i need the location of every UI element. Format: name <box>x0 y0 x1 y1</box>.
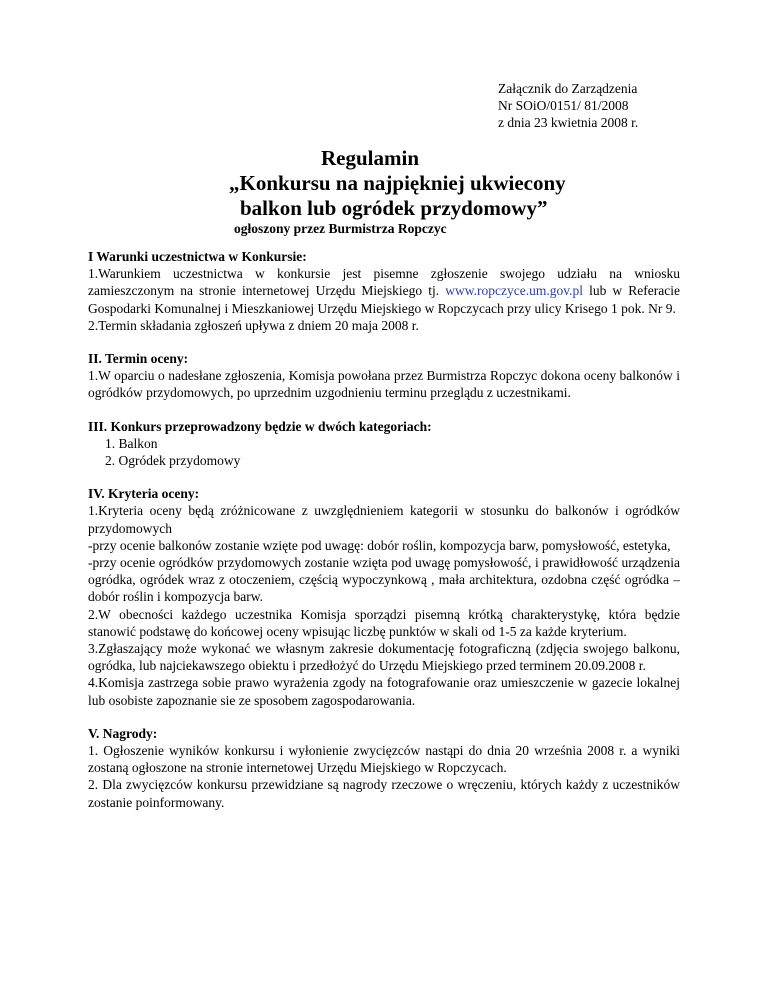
paragraph: 2. Dla zwycięzców konkursu przewidziane są nagrody rzeczowe o wręczeniu, których każdy z uczestników zostanie poinformowany. <box>88 777 680 810</box>
section-heading: V. Nagrody: <box>88 725 158 741</box>
section-heading: IV. Kryteria oceny: <box>88 486 200 502</box>
paragraph: -przy ocenie balkonów zostanie wzięte pod uwagę: dobór roślin, kompozycja barw, pomysłowość, estetyka, <box>88 537 671 553</box>
paragraph: 1.W oparciu o nadesłane zgłoszenia, Komisja powołana przez Burmistrza Ropczyc dokona oceny balkonów i ogródków przydomowych, po uprzednim uzgodnieniu terminu przeglądu z uczestnikami. <box>88 368 680 401</box>
section-evaluation-date <box>88 350 680 402</box>
document-subtitle-line-2: balkon lub ogródek przydomowy” <box>240 196 548 220</box>
website-link[interactable]: www.ropczyce.um.gov.pl <box>445 283 583 299</box>
annex-line-3: z dnia 23 kwietnia 2008 r. <box>498 115 639 130</box>
paragraph: 4.Komisja zastrzega sobie prawo wyrażenia zgody na fotografowanie oraz umieszczenie w gazecie lokalnej lub osobiste zapoznanie sie ze sposobem zagospodarowania. <box>88 675 680 708</box>
section-participation <box>88 248 680 334</box>
text-run: 1.Warunkiem uczestnictwa w konkursie jest pisemne zgłoszenie swojego udziału na wniosku zamieszczonym na stronie internetowej Urzędu Miejskiego tj. <box>88 266 680 299</box>
list-item: 2. Ogródek przydomowy <box>105 453 241 469</box>
annex-line-1: Załącznik do Zarządzenia <box>498 81 638 96</box>
document-subtitle-line-1: „Konkursu na najpiękniej ukwiecony <box>229 171 566 195</box>
section-criteria <box>88 485 680 709</box>
paragraph: 2.Termin składania zgłoszeń upływa z dniem 20 maja 2008 r. <box>88 317 419 333</box>
document-title: Regulamin <box>321 146 420 170</box>
paragraph <box>88 265 680 317</box>
section-heading: I Warunki uczestnictwa w Konkursie: <box>88 249 307 264</box>
paragraph: 3.Zgłaszający może wykonać we własnym zakresie dokumentację fotograficzną (zdjęcia swojego balkonu, ogródka, lub najciekawszego obiektu i przedłożyć do Urzędu Miejskiego przed terminem 20.09.2008 r. <box>88 641 680 674</box>
annex-line-2: Nr SOiO/0151/ 81/2008 <box>498 98 629 113</box>
paragraph: 1.Kryteria oceny będą zróżnicowane z uwzględnieniem kategorii w stosunku do balkonów i ogródków przydomowych <box>88 503 680 536</box>
paragraph: 1. Ogłoszenie wyników konkursu i wyłonienie zwycięzców nastąpi do dnia 20 września 2008 r. a wyniki zostaną ogłoszone na stronie internetowej Urzędu Miejskiego w Ropczycach. <box>88 743 680 776</box>
text-run: lub w Referacie Gospodarki Komunalnej i Mieszkaniowej Urzędu Miejskiego w Ropczycach przy ulicy Krisego 1 pok. Nr 9. <box>88 283 680 316</box>
annex-header <box>498 80 638 131</box>
section-heading: II. Termin oceny: <box>88 351 189 367</box>
document-body <box>88 248 680 827</box>
list-item: 1. Balkon <box>105 435 158 451</box>
section-prizes <box>88 725 680 811</box>
section-categories <box>88 418 680 470</box>
paragraph: -przy ocenie ogródków przydomowych zostanie wzięta pod uwagę pomysłowość, i prawidłowość urządzenia ogródka, ogródek wraz z otoczeniem, częścią wypoczynkową , mała architektura, ozdobna część ogródka – dobór roślin i kompozycja barw. <box>88 555 680 605</box>
organizer-line: ogłoszony przez Burmistrza Ropczyc <box>234 221 447 236</box>
section-heading: III. Konkurs przeprowadzony będzie w dwóch kategoriach: <box>88 418 432 434</box>
paragraph: 2.W obecności każdego uczestnika Komisja sporządzi pisemną krótką charakterystykę, która będzie stanowić podstawę do końcowej oceny wpisując liczbę punktów w skali od 1-5 za każde kryterium. <box>88 606 680 639</box>
